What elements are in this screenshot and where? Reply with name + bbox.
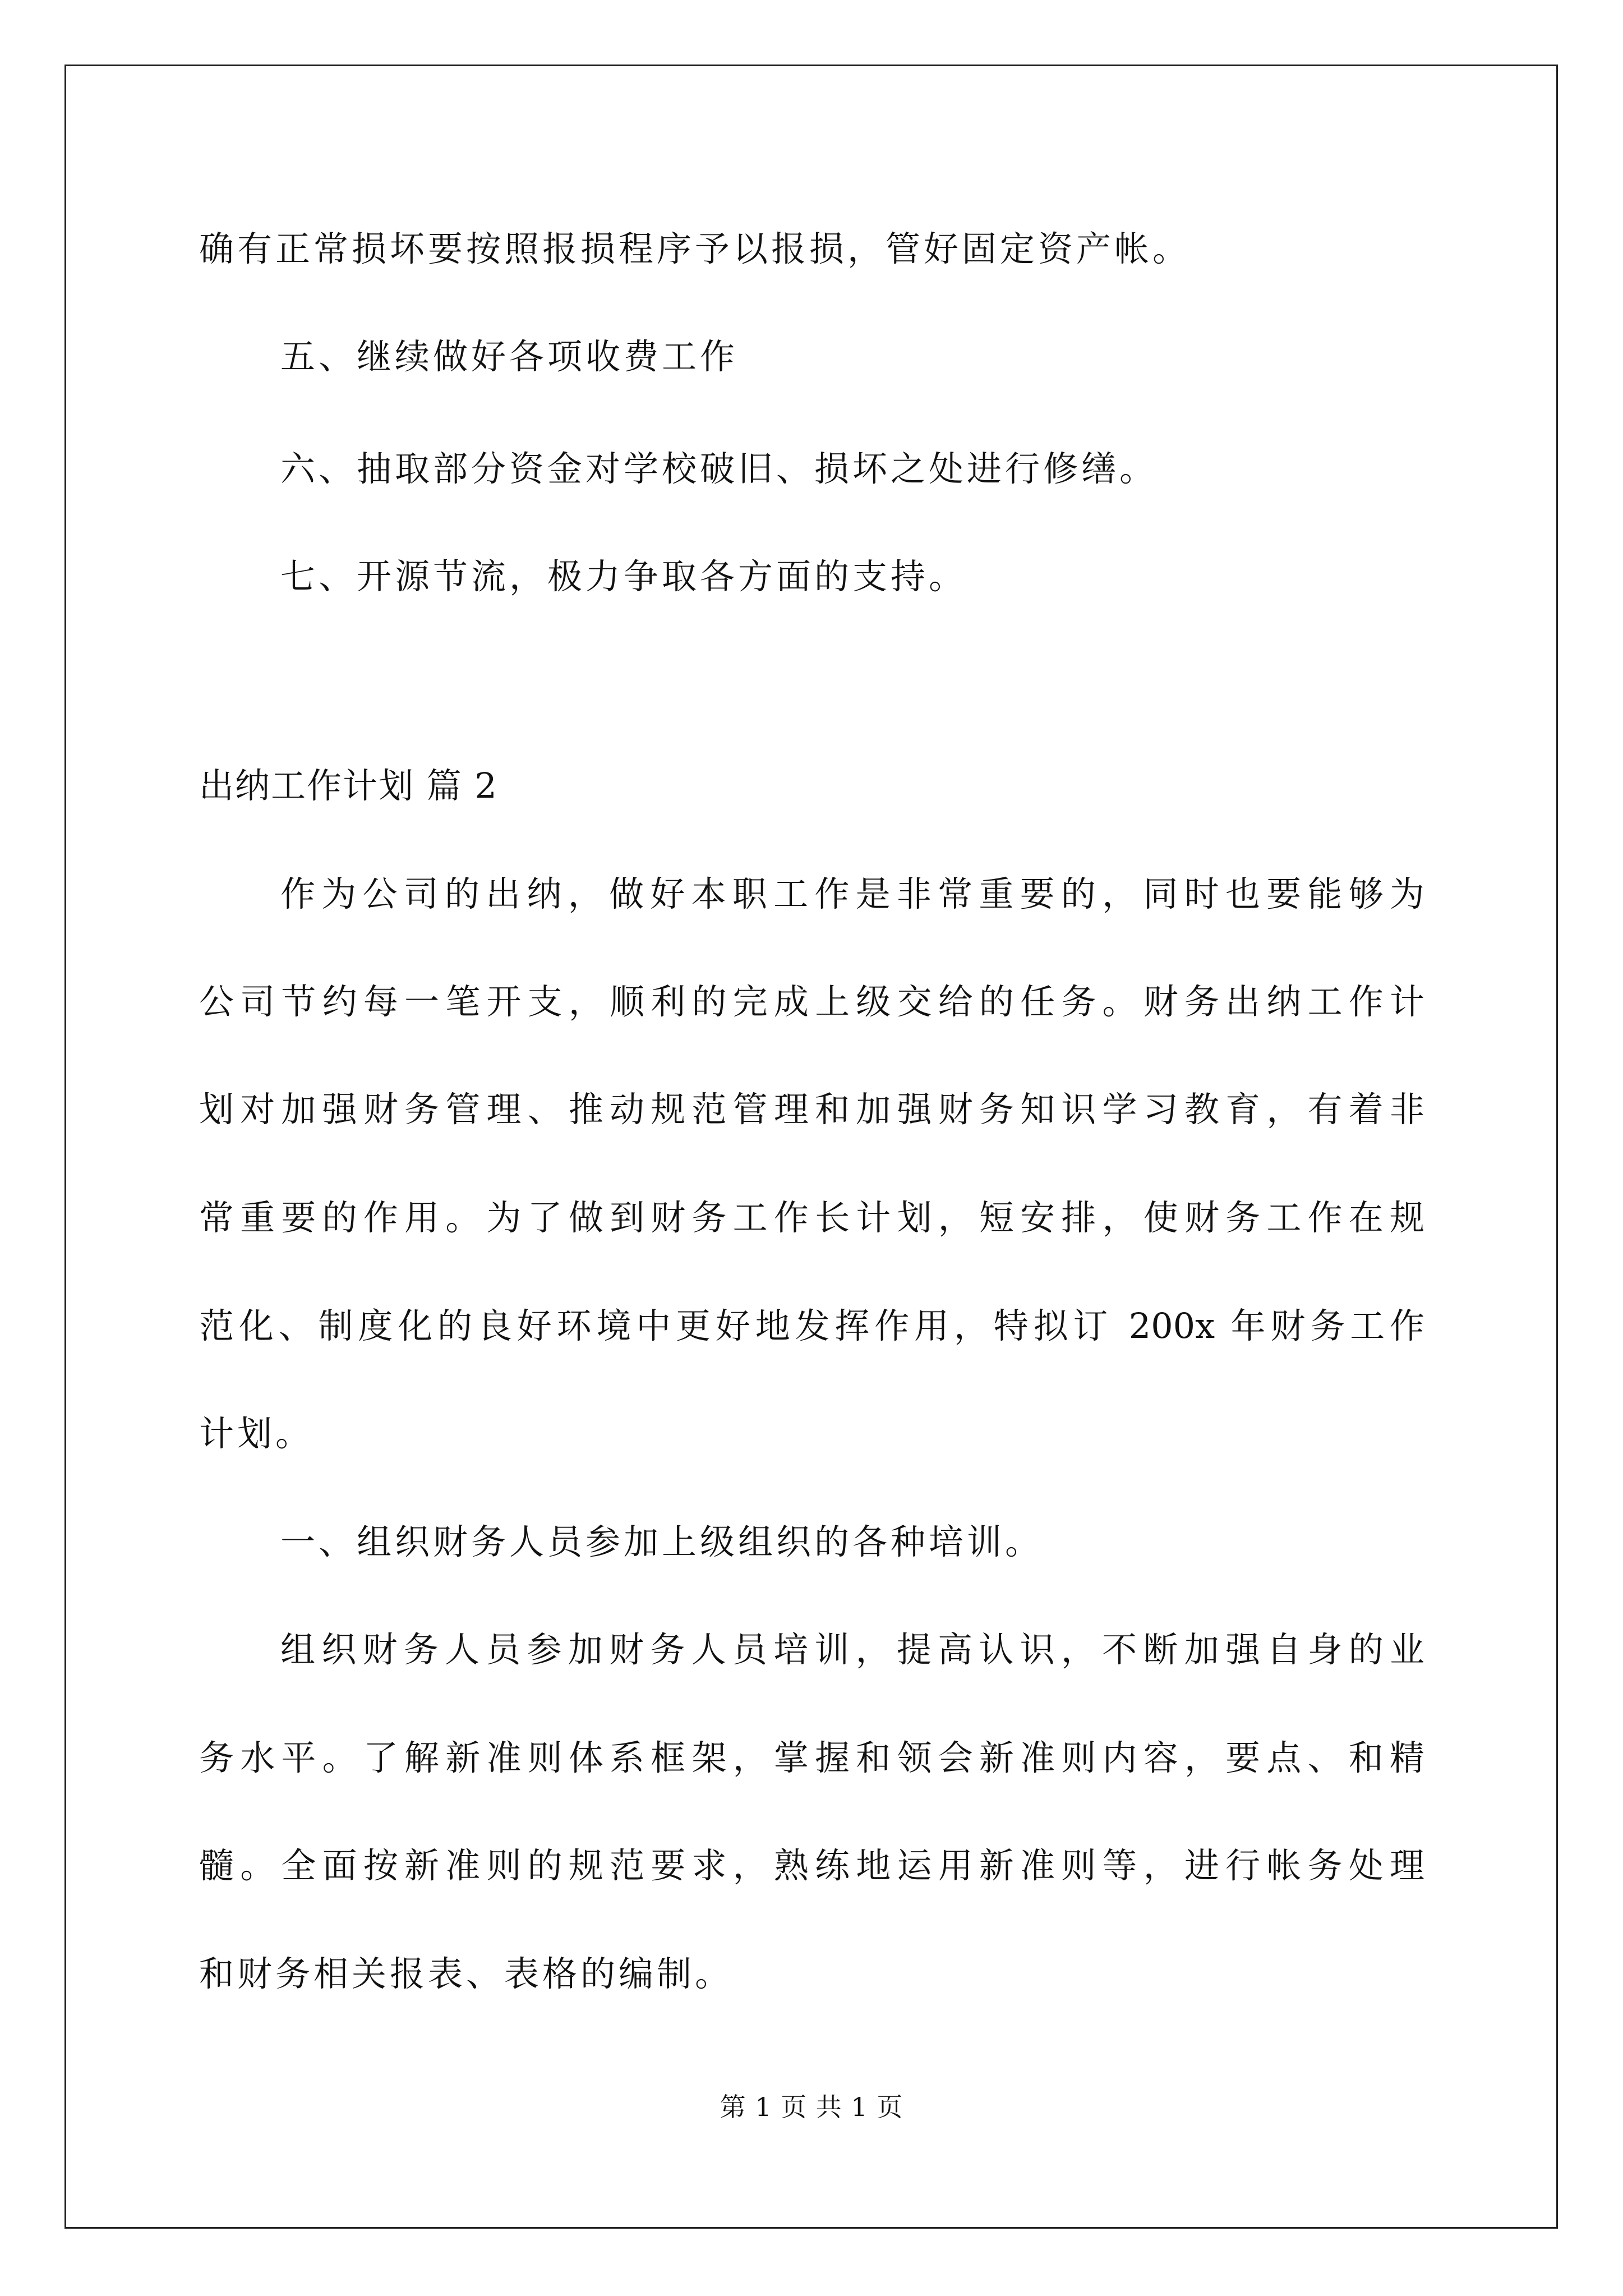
page-number-footer: 第 1 页 共 1 页 [720, 2092, 903, 2122]
body-line: 确有正常损坏要按照报损程序予以报损，管好固定资产帐。 [199, 228, 1191, 269]
article-title: 出纳工作计划 篇 2 [199, 765, 498, 806]
paragraph-line: 划对加强财务管理、推动规范管理和加强财务知识学习教育，有着非 [199, 1089, 1424, 1130]
paragraph-line: 髓。全面按新准则的规范要求，熟练地运用新准则等，进行帐务处理 [199, 1845, 1424, 1886]
paragraph-line: 和财务相关报表、表格的编制。 [199, 1953, 734, 1994]
paragraph-line: 常重要的作用。为了做到财务工作长计划，短安排，使财务工作在规 [199, 1197, 1424, 1238]
paragraph-line: 计划。 [199, 1413, 314, 1454]
page-border [64, 65, 1558, 2229]
paragraph-line: 务水平。了解新准则体系框架，掌握和领会新准则内容，要点、和精 [199, 1737, 1424, 1778]
section-heading-5: 五、继续做好各项收费工作 [280, 336, 739, 377]
section-heading-7: 七、开源节流，极力争取各方面的支持。 [280, 556, 967, 597]
section-heading-1: 一、组织财务人员参加上级组织的各种培训。 [280, 1521, 1044, 1562]
section-heading-6: 六、抽取部分资金对学校破旧、损坏之处进行修缮。 [280, 448, 1158, 489]
paragraph-line: 组织财务人员参加财务人员培训，提高认识，不断加强自身的业 [280, 1629, 1424, 1670]
paragraph-line: 作为公司的出纳，做好本职工作是非常重要的，同时也要能够为 [280, 873, 1424, 914]
paragraph-line: 公司节约每一笔开支，顺利的完成上级交给的任务。财务出纳工作计 [199, 981, 1424, 1022]
paragraph-line: 范化、制度化的良好环境中更好地发挥作用，特拟订 200x 年财务工作 [199, 1305, 1424, 1346]
